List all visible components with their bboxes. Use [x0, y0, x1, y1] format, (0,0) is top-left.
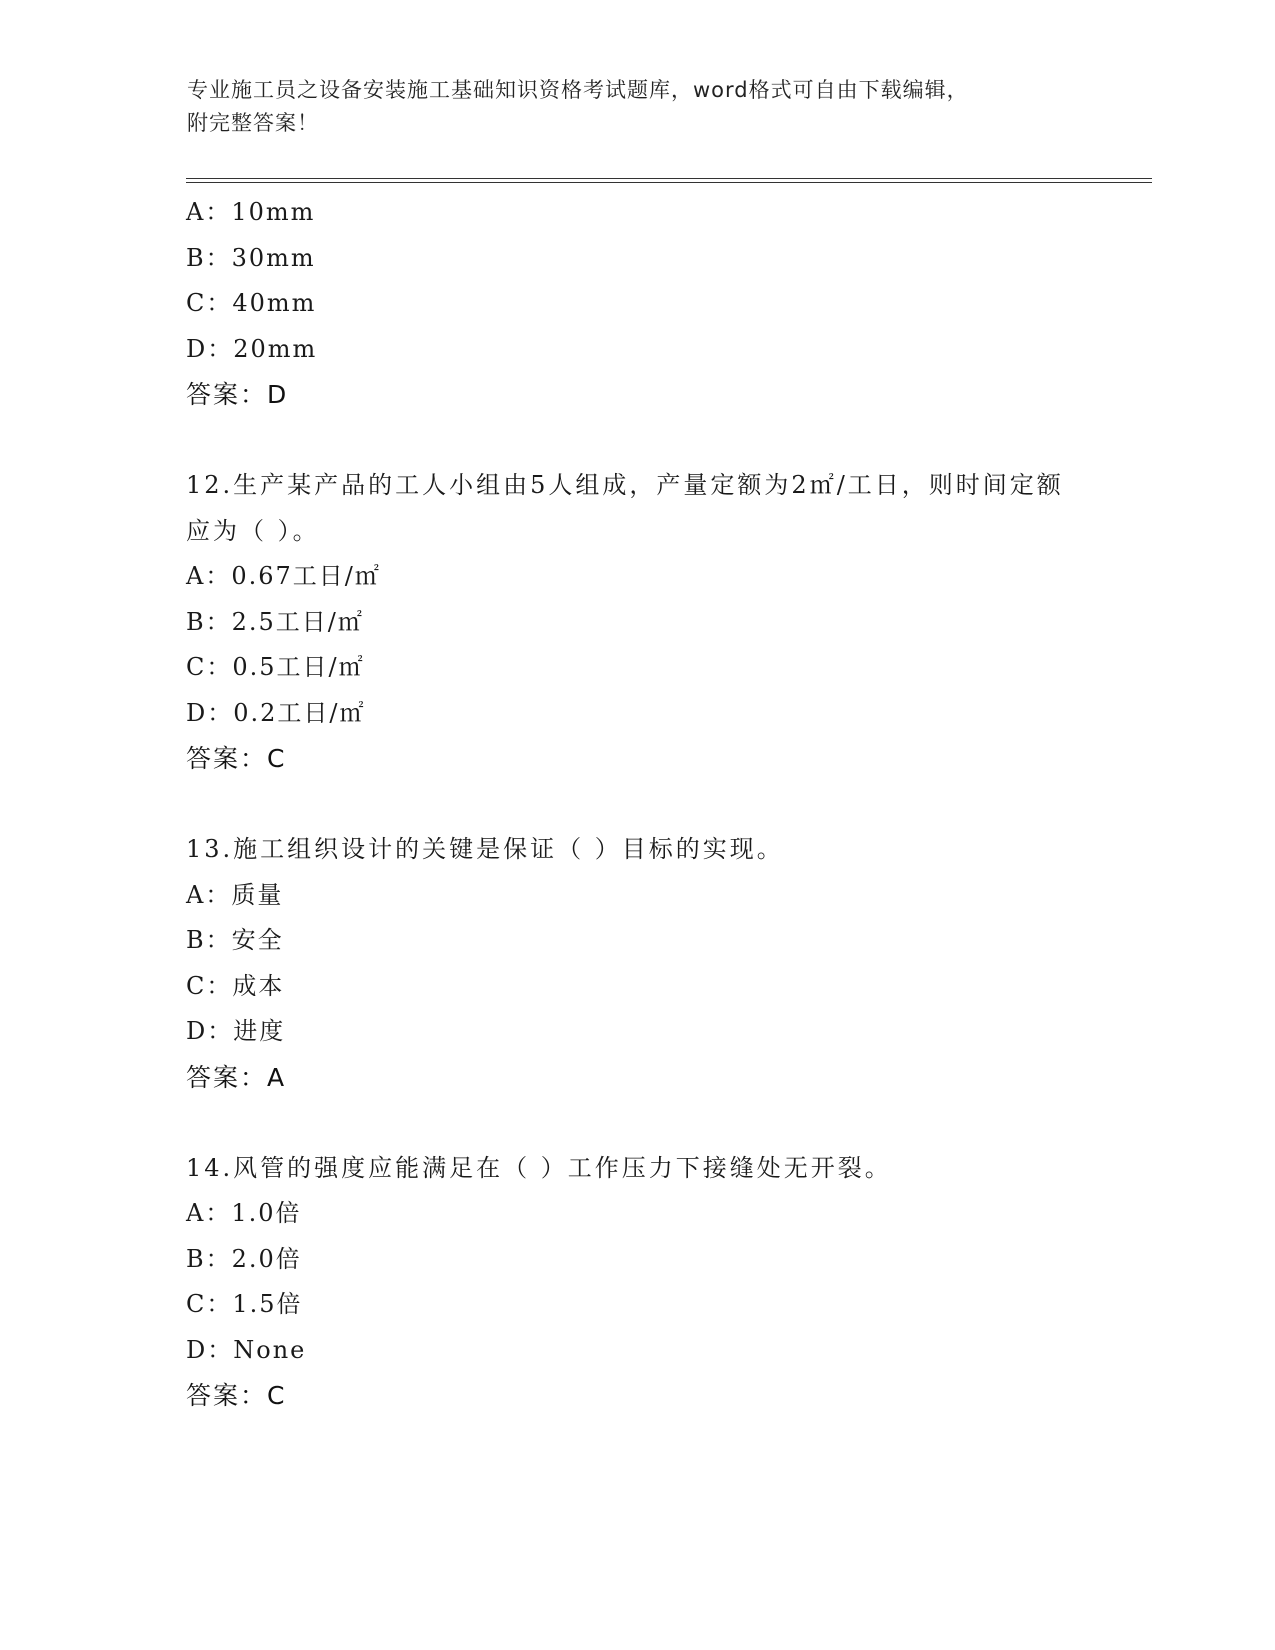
option-a: A：0.67工日/㎡ [186, 562, 381, 590]
page-header [187, 74, 1087, 140]
option-b: B：安全 [186, 926, 284, 954]
option-a: A：10mm [186, 198, 316, 226]
option-d: D：None [186, 1335, 307, 1364]
option-d: D：进度 [186, 1017, 286, 1045]
question-14 [186, 1146, 1106, 1419]
option-a: A：质量 [186, 880, 284, 909]
option-c: C：0.5工日/㎡ [186, 653, 365, 681]
header-line-2: 附完整答案！ [187, 111, 319, 135]
spacer [186, 418, 1106, 464]
spacer [186, 782, 1106, 828]
question-11-partial [186, 190, 1106, 418]
option-b: B：2.0倍 [186, 1244, 302, 1273]
option-d: D：0.2工日/㎡ [186, 698, 366, 727]
question-stem: 13.施工组织设计的关键是保证（ ）目标的实现。 [186, 835, 784, 863]
option-c: C：成本 [186, 971, 285, 1000]
header-line-1: 专业施工员之设备安装施工基础知识资格考试题库，word格式可自由下载编辑， [187, 78, 969, 102]
header-divider [186, 178, 1152, 183]
option-c: C：1.5倍 [186, 1290, 303, 1318]
question-13 [186, 827, 1106, 1100]
option-d: D：20mm [186, 334, 318, 363]
option-b: B：2.5工日/㎡ [186, 607, 364, 636]
option-c: C：40mm [186, 289, 317, 317]
spacer [186, 1100, 1106, 1146]
answer-line: 答案：C [186, 744, 287, 773]
question-12 [186, 463, 1106, 782]
question-stem: 12.生产某产品的工人小组由5人组成，产量定额为2㎡/工日，则时间定额应为（ ）。 [186, 471, 1064, 545]
question-list [186, 190, 1106, 1419]
answer-line: 答案：C [186, 1381, 287, 1410]
question-stem: 14.风管的强度应能满足在（ ）工作压力下接缝处无开裂。 [186, 1153, 892, 1182]
option-b: B：30mm [186, 243, 316, 272]
answer-line: 答案：D [186, 380, 289, 409]
option-a: A：1.0倍 [186, 1199, 302, 1227]
answer-line: 答案：A [186, 1062, 287, 1092]
